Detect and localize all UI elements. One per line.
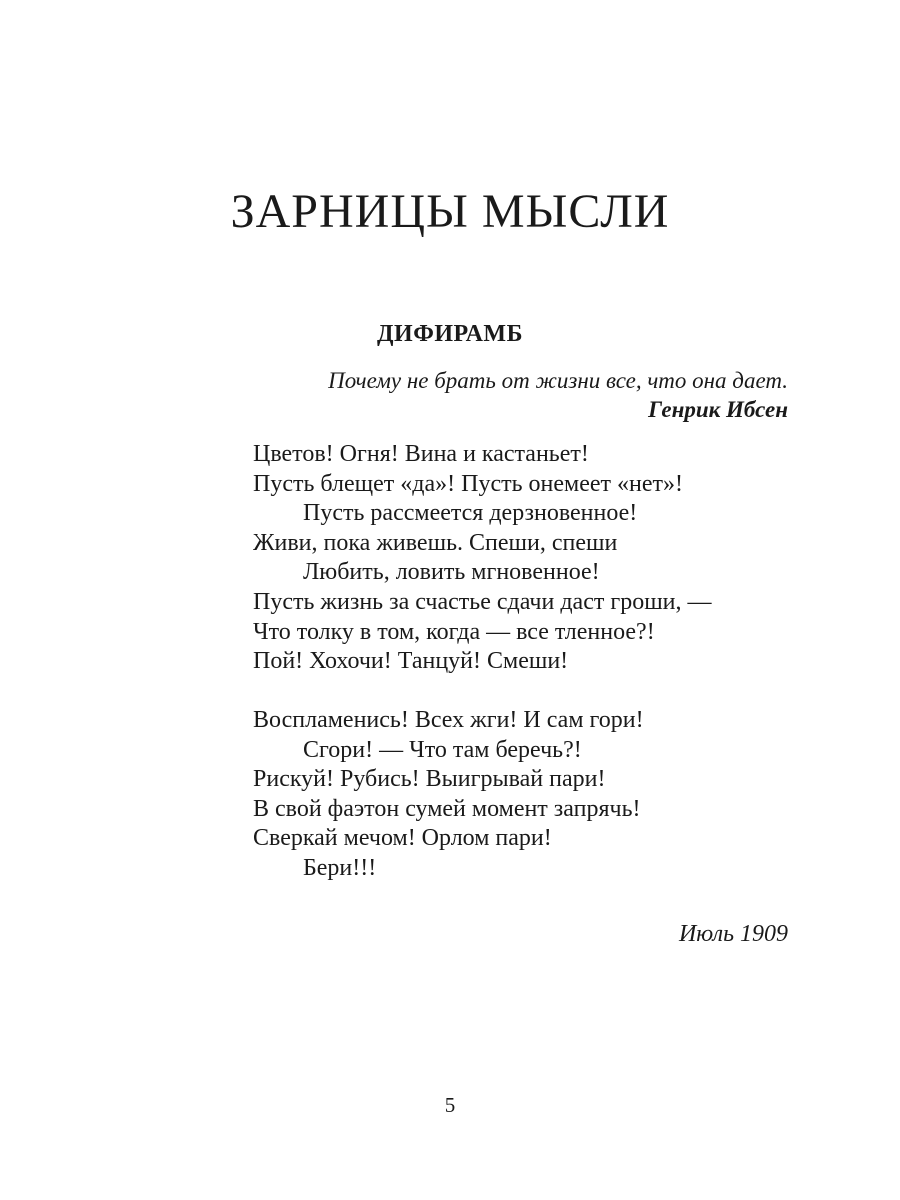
poem-line: Сгори! — Что там беречь?! [303,736,582,763]
poem-date: Июль 1909 [678,921,788,947]
poem-line: Рискуй! Рубись! Выигрывай пари! [253,766,606,793]
poem-title: ДИФИРАМБ [377,321,523,347]
poem-line: Сверкай мечом! Орлом пари! [253,825,552,852]
epigraph-text: Почему не брать от жизни все, что она дает. [328,368,788,393]
poem-line: Живи, пока живешь. Спеши, спеши [253,529,618,556]
poem-line: Пусть рассмеется дерзновенное! [303,500,638,527]
poem-line: Что толку в том, когда — все тленное?! [253,618,655,645]
poem-line: Пусть блещет «да»! Пусть онемеет «нет»! [253,470,684,497]
page-number: 5 [444,1093,456,1117]
epigraph-author: Генрик Ибсен [648,397,788,422]
poem-line: Любить, ловить мгновенное! [303,559,600,586]
section-title: ЗАРНИЦЫ МЫСЛИ [230,185,670,238]
poem-line: Воспламенись! Всех жги! И сам гори! [253,707,644,733]
poem-line: Цветов! Огня! Вина и кастаньет! [253,441,589,467]
stanza-2 [253,706,813,884]
stanza-1 [253,440,813,677]
epigraph [250,366,788,424]
poem-line: Пусть жизнь за счастье сдачи даст гроши, — [253,588,712,615]
poem-line: Пой! Хохочи! Танцуй! Смеши! [253,648,569,675]
poem-line: Бери!!! [303,854,377,881]
poem-line: В свой фаэтон сумей момент запрячь! [253,795,641,822]
